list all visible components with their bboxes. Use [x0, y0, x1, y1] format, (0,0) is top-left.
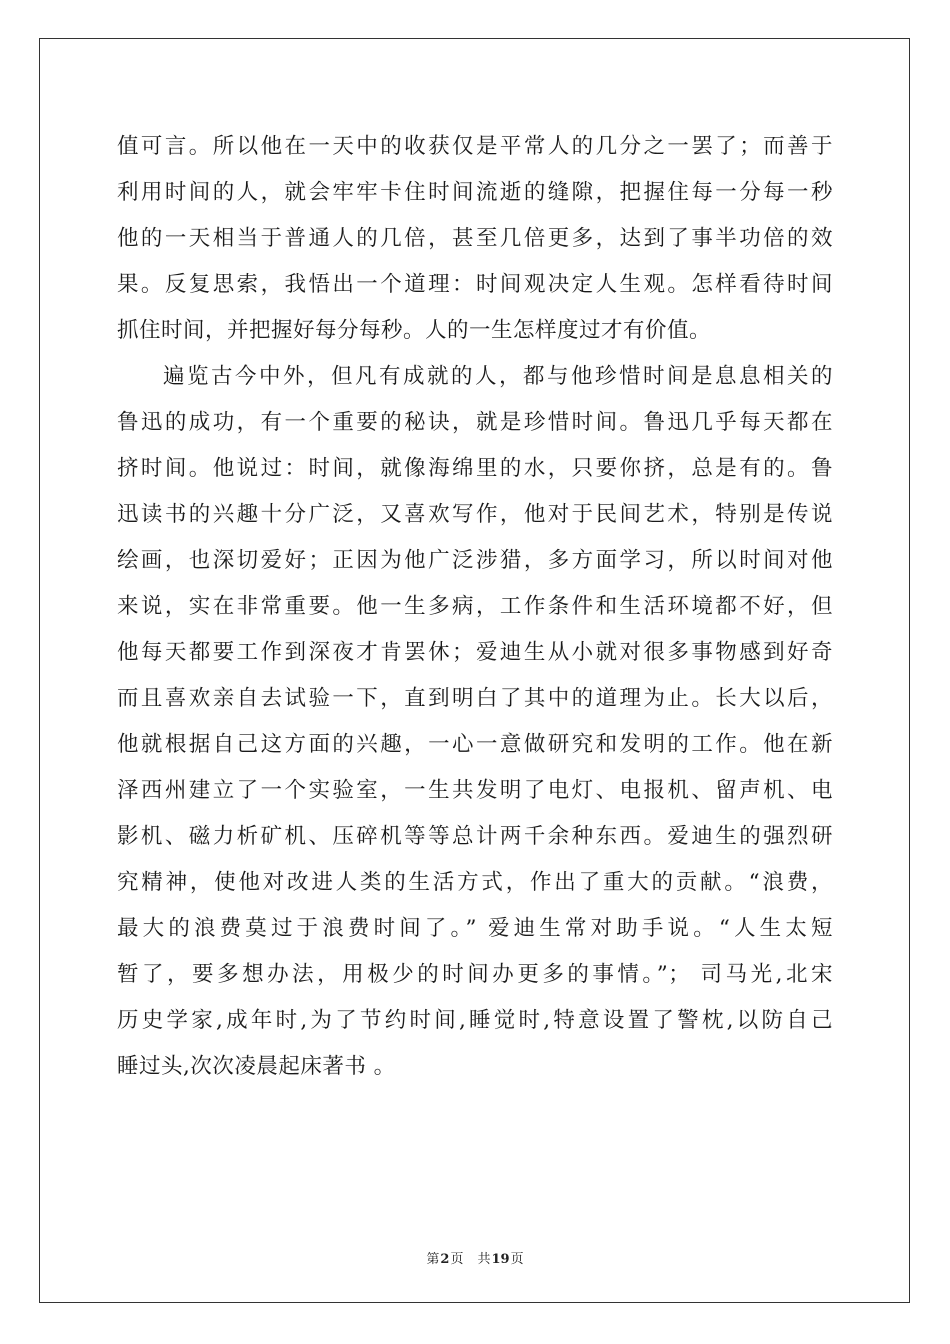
text-line: 果。反复思索，我悟出一个道理：时间观决定人生观。怎样看待时间: [117, 272, 833, 297]
text-line: 他的一天相当于普通人的几倍，甚至几倍更多，达到了事半功倍的效: [117, 226, 833, 251]
text-line: 泽西州建立了一个实验室，一生共发明了电灯、电报机、留声机、电: [117, 778, 833, 803]
text-line: 历史学家,成年时,为了节约时间,睡觉时,特意设置了警枕,以防自己: [117, 1008, 833, 1033]
text-line: 暂了，要多想办法，用极少的时间办更多的事情。”； 司马光,北宋: [117, 962, 833, 987]
text-line: 绘画，也深切爱好；正因为他广泛涉猎，多方面学习，所以时间对他: [117, 548, 833, 573]
text-line: 究精神，使他对改进人类的生活方式，作出了重大的贡献。“浪费，: [117, 870, 833, 895]
text-line: 迅读书的兴趣十分广泛，又喜欢写作，他对于民间艺术，特别是传说: [117, 502, 833, 527]
text-line: 利用时间的人，就会牢牢卡住时间流逝的缝隙，把握住每一分每一秒: [117, 180, 833, 205]
text-line: 值可言。所以他在一天中的收获仅是平常人的几分之一罢了；而善于: [117, 134, 833, 159]
total-unit: 页: [510, 1252, 524, 1267]
page-prefix: 第: [426, 1252, 440, 1267]
text-line: 而且喜欢亲自去试验一下，直到明白了其中的道理为止。长大以后，: [117, 686, 833, 711]
text-line: 睡过头,次次凌晨起床著书 。: [117, 1054, 396, 1079]
page-unit: 页: [450, 1252, 464, 1267]
page-current: 2: [440, 1252, 450, 1267]
total-prefix: 共: [477, 1252, 491, 1267]
text-line: 鲁迅的成功，有一个重要的秘诀，就是珍惜时间。鲁迅几乎每天都在: [117, 410, 833, 435]
text-line: 来说，实在非常重要。他一生多病，工作条件和生活环境都不好，但: [117, 594, 833, 619]
text-line: 遍览古今中外，但凡有成就的人，都与他珍惜时间是息息相关的: [163, 364, 833, 389]
body-text: [117, 124, 833, 1090]
text-line: 挤时间。他说过：时间，就像海绵里的水，只要你挤，总是有的。鲁: [117, 456, 833, 481]
text-line: 他每天都要工作到深夜才肯罢休；爱迪生从小就对很多事物感到好奇: [117, 640, 833, 665]
page-total: 19: [491, 1252, 510, 1267]
text-line: 他就根据自己这方面的兴趣，一心一意做研究和发明的工作。他在新: [117, 732, 833, 757]
page-footer: [0, 1248, 950, 1267]
text-line: 抓住时间，并把握好每分每秒。人的一生怎样度过才有价值。: [117, 318, 712, 343]
text-line: 影机、磁力析矿机、压碎机等等总计两千余种东西。爱迪生的强烈研: [117, 824, 833, 849]
text-line: 最大的浪费莫过于浪费时间了。” 爱迪生常对助手说。“人生太短: [117, 916, 833, 941]
